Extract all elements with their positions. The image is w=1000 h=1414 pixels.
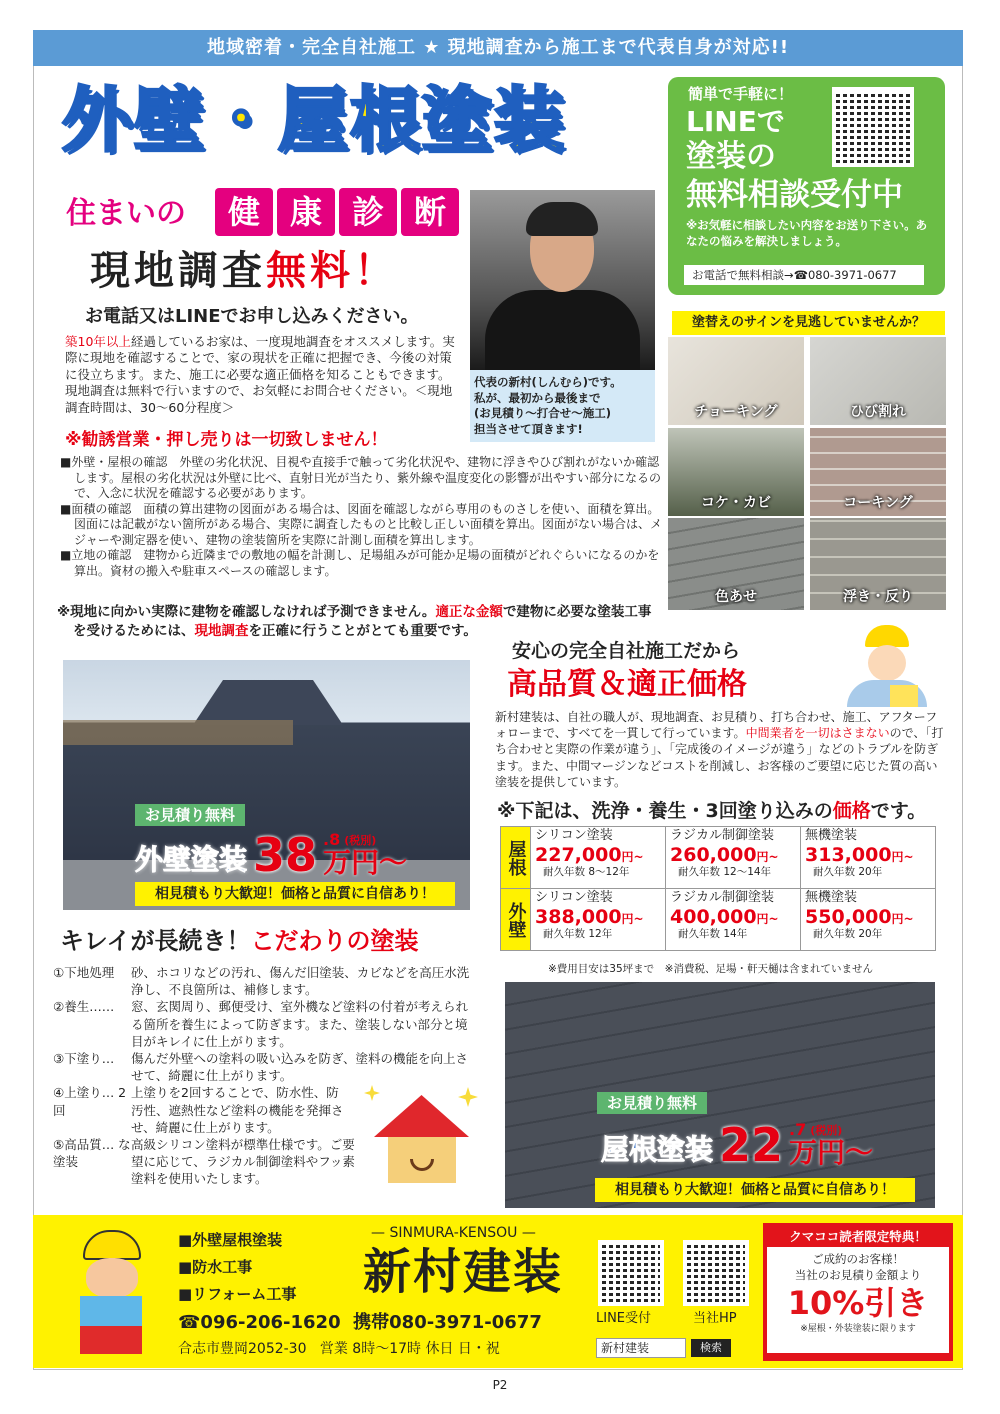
phone-numbers [178, 1312, 542, 1334]
coat-name: シリコン塗装 [535, 890, 613, 905]
address: 合志市豊岡2052-30 [178, 1341, 307, 1357]
health-char: 診 [339, 188, 397, 236]
price-heading [497, 800, 926, 823]
office-phone[interactable]: ☎096-206-1620 [178, 1312, 341, 1333]
survey-importance-note [57, 603, 657, 641]
service-item: ■リフォーム工事 [178, 1285, 297, 1303]
qr-label-hp: 当社HP [693, 1311, 737, 1326]
smiling-house-illustration [364, 1085, 480, 1185]
coat-price: 550,000 [805, 905, 892, 928]
category-roof: 屋根 [501, 827, 531, 889]
table-row [501, 889, 936, 951]
offer-price: 38 [253, 828, 318, 882]
worker-illustration [835, 625, 945, 707]
coat-name: ラジカル制御塗装 [670, 890, 775, 905]
category-wall: 外壁 [501, 889, 531, 951]
health-check-label [215, 188, 459, 236]
step-key: ④上塗り… 2回 [53, 1085, 127, 1118]
coat-name: 無機塗装 [805, 828, 858, 843]
no-sales-warning: ※勧誘営業・押し売りは一切致しません！ [65, 430, 388, 450]
service-item: ■防水工事 [178, 1258, 253, 1276]
step-item [53, 1050, 473, 1084]
coat-price: 388,000 [535, 905, 622, 928]
house-photo [63, 660, 470, 910]
coat-years: 耐久年数 12～14年 [678, 866, 772, 879]
table-row [501, 827, 936, 889]
line-consult-box [668, 77, 945, 295]
offer-bar: 相見積もり大歓迎！価格と品質に自信あり！ [135, 882, 455, 906]
company-name: 新村建装 [363, 1244, 564, 1300]
health-char: 健 [215, 188, 273, 236]
quality-heading: 高品質＆適正価格 [507, 667, 747, 702]
offer-price: 22 [719, 1118, 784, 1172]
coat-name: シリコン塗装 [535, 828, 613, 843]
line-l1: LINEで [686, 105, 785, 138]
offer-decimal: .8 [323, 830, 341, 849]
health-prefix: 住まいの [66, 196, 186, 231]
line-phone[interactable]: お電話で無料相談→☎080-3971-0677 [684, 265, 924, 285]
coat-unit: 円~ [756, 849, 779, 864]
line-qr-code[interactable] [598, 1240, 664, 1306]
check-item: ■外壁・屋根の確認 外壁の劣化状況、目視や直接手で触って劣化状況や、建物に浮きやひび割れがないか確認します。屋根の劣化状況は外壁に比べ、直射日光が当たり、紫外線や温度変化の影響が出やすい部分になるので、入念に状況を確認する必要があります。 [60, 455, 662, 500]
coat-price: 227,000 [535, 843, 622, 866]
coat-years: 耐久年数 20年 [813, 866, 883, 879]
line-l3: 無料相談受付中 [686, 177, 903, 213]
promo-line: ご成約のお客様！ [812, 1252, 904, 1266]
sign-label: チョーキング [694, 404, 778, 420]
line-qr-code[interactable] [832, 87, 914, 167]
step-text: 高級シリコン塗料が標準仕様です。ご要望に応じて、ラジカル制御塗料やフッ素塗料を使用いたします。 [131, 1137, 355, 1187]
sign-photo-fading [668, 518, 804, 610]
sign-label: コーキング [843, 495, 913, 511]
offer-label: 屋根塗装 [601, 1133, 714, 1166]
roof-photo [505, 982, 935, 1208]
representative-caption [470, 370, 655, 442]
step-key: ②養生…… [53, 999, 115, 1015]
quality-text: 新村建装は、自社の職人が、現地調査、お見積り、打ち合わせ、施工、アフターフォローまで、すべてを一貫して行っています。 [495, 710, 938, 741]
coat-unit: 円~ [756, 911, 779, 926]
kirei-heading [60, 926, 419, 956]
estimate-badge: お見積り無料 [135, 804, 245, 826]
offer-tax: (税別) [344, 834, 377, 847]
step-text: 窓、玄関周り、郵便受け、室外機など塗料の付着が考えられる箇所を養生によって防ぎます。また、塗装しない部分と境目がキレイに仕上がります。 [131, 999, 469, 1049]
offer-bar: 相見積もり大歓迎！価格と品質に自信あり！ [595, 1178, 915, 1202]
check-item: ■面積の確認 面積の算出建物の図面がある場合は、図面を確認しながら専用のものさしを使い、面積を算出。図面には記載がない箇所がある場合、実際に調査したものと比較し正しい面積を算出。図面がない場合は、メジャーや測定器を使い、建物の塗装箇所を実際に計測し面積を算出します。 [60, 501, 663, 547]
reader-promo [763, 1223, 953, 1361]
line-small: 簡単で手軽に！ [688, 85, 794, 103]
sign-photo-moss [668, 428, 804, 516]
step-item [53, 998, 473, 1050]
search-input[interactable]: 新村建装 [596, 1338, 686, 1358]
kirei-text: キレイが長続き！ [60, 927, 251, 955]
price-heading-text: です。 [870, 800, 927, 822]
coat-name: ラジカル制御塗装 [670, 828, 775, 843]
step-text: 砂、ホコリなどの汚れ、傷んだ旧塗装、カビなどを高圧水洗浄し、不良箇所は、補修します。 [131, 965, 470, 998]
footer-company-info [33, 1215, 963, 1368]
sign-label: ひび割れ [850, 404, 906, 420]
offer-tax: (税別) [810, 1124, 843, 1137]
top-banner: 地域密着・完全自社施工 ★ 現地調査から施工まで代表自身が対応!! [33, 30, 963, 66]
homepage-qr-code[interactable] [683, 1240, 749, 1306]
kirei-red: こだわりの塗装 [250, 927, 419, 955]
free-text: 無料！ [266, 248, 398, 294]
coat-unit: 円~ [621, 911, 644, 926]
promo-note: ※屋根・外装塗装に限ります [800, 1324, 916, 1334]
price-heading-text: ※下記は、洗浄・養生・3回塗り込みの [497, 800, 833, 822]
coat-price: 260,000 [670, 843, 757, 866]
page-number: P2 [492, 1378, 508, 1392]
step-key: ③下塗り… [53, 1051, 115, 1067]
services-list [178, 1227, 296, 1308]
coat-unit: 円~ [891, 911, 914, 926]
sign-label: 色あせ [715, 589, 757, 605]
survey-text: 現地調査 [90, 248, 266, 294]
business-hours: 営業 8時～17時 休日 日・祝 [319, 1341, 500, 1357]
note-red: 現地調査 [194, 623, 249, 639]
quality-text: ので、「打ち合わせと実際の作業が違う」、「完成後のイメージが違う」などのトラブルを防ぎます。また、中間マージンなどコストを削減し、お客様のご要望に応じた質の高い塗装を提供しています。 [495, 726, 944, 789]
coat-price: 313,000 [805, 843, 892, 866]
service-item: ■外壁屋根塗装 [178, 1231, 283, 1249]
note-text: を正確に行うことがとても重要です。 [248, 623, 477, 639]
note-text: ※現地に向かい実際に建物を確認しなければ予測できません。 [57, 604, 436, 620]
price-cell [801, 827, 936, 889]
offer-unit: 万円～ [323, 846, 408, 879]
price-table [500, 826, 936, 951]
survey-checks [60, 455, 662, 579]
step-item [53, 964, 473, 998]
note-text: で建物に必要な塗装工事を受けるためには、 [73, 604, 652, 639]
price-cell [531, 827, 666, 889]
offer-label: 外壁塗装 [135, 843, 248, 876]
step-key: ⑤高品質… な塗装 [53, 1137, 131, 1170]
price-heading-red: 価格 [832, 800, 871, 822]
wall-price [135, 828, 408, 882]
coat-years: 耐久年数 14年 [678, 928, 748, 941]
roof-price [601, 1118, 874, 1172]
price-cell [801, 889, 936, 951]
price-cell [531, 889, 666, 951]
step-key: ①下地処理 [53, 965, 115, 980]
health-char: 康 [277, 188, 335, 236]
intro-paragraph [65, 334, 457, 416]
coat-name: 無機塗装 [805, 890, 858, 905]
note-red: 適正な金額 [435, 604, 503, 620]
mascot-illustration [68, 1230, 158, 1355]
quality-paragraph [495, 709, 945, 790]
caption-line: 私が、最初から最後まで [474, 390, 601, 405]
signs-heading: 塗替えのサインを見逃していませんか？ [672, 311, 945, 335]
step-text: 傷んだ外壁への塗料の吸い込みを防ぎ、塗料の機能を向上させて、綺麗に仕上がります。 [131, 1051, 469, 1084]
quality-subheading: 安心の完全自社施工だから [512, 640, 741, 662]
sparkle-icon [364, 1085, 380, 1101]
price-cell [666, 889, 801, 951]
intro-text: 経過しているお家は、一度現地調査をオススメします。実際に現地を確認することで、家の現状を正確に把握でき、今後の対策に役立ちます。また、施工に必要な適正価格を知ることもできます。現地調査は無料で行いますので、お気軽にお問合せください。＜現地調査時間は、30～60分程度＞ [65, 334, 455, 415]
caption-line: 担当させて頂きます! [474, 421, 583, 436]
sign-label: 浮き・反り [843, 589, 913, 605]
sign-photo-warping [810, 518, 946, 610]
representative-photo [470, 190, 655, 370]
promo-line: 当社のお見積り金額より [794, 1268, 922, 1282]
qr-label-line: LINE受付 [596, 1311, 652, 1326]
sparkle-icon [458, 1087, 478, 1107]
coat-price: 400,000 [670, 905, 757, 928]
coat-years: 耐久年数 8～12年 [543, 866, 630, 879]
promo-discount: 10%引き [787, 1284, 929, 1322]
search-button[interactable]: 検索 [691, 1339, 731, 1357]
coat-unit: 円~ [891, 849, 914, 864]
quality-text-red: 中間業者を一切はさまない [745, 726, 890, 741]
offer-unit: 万円～ [789, 1136, 874, 1169]
coat-years: 耐久年数 20年 [813, 928, 883, 941]
caption-line: (お見積り～打合せ～施工) [474, 406, 612, 420]
price-note: ※費用目安は35坪まで ※消費税、足場・軒天樋は含まれていません [548, 963, 873, 975]
offer-decimal: .7 [789, 1120, 807, 1139]
coat-unit: 円~ [621, 849, 644, 864]
caption-line: 代表の新村(しんむら)です。 [474, 375, 622, 389]
estimate-badge: お見積り無料 [597, 1092, 707, 1114]
sign-photo-crack [810, 337, 946, 425]
sign-photo-caulking [810, 428, 946, 516]
promo-head: クマココ読者限定特典！ [789, 1229, 927, 1244]
sign-photo-chalking [668, 337, 804, 425]
address-hours [178, 1340, 500, 1358]
line-note: ※お気軽に相談したい内容をお送り下さい。あなたの悩みを解決しましょう。 [686, 218, 928, 248]
sign-label: コケ・カビ [701, 495, 771, 511]
intro-highlight: 築10年以上 [65, 334, 131, 349]
health-char: 断 [401, 188, 459, 236]
free-survey-heading [90, 248, 398, 294]
mobile-phone[interactable]: 携帯080-3971-0677 [353, 1312, 542, 1333]
main-title: 外壁・屋根塗装 [62, 79, 566, 161]
coat-years: 耐久年数 12年 [543, 928, 613, 941]
step-text: 上塗りを2回することで、防水性、防汚性、遮熱性など塗料の機能を発揮させ、綺麗に仕上がります。 [131, 1085, 344, 1135]
company-romaji: — SINMURA-KENSOU — [371, 1225, 536, 1241]
price-cell [666, 827, 801, 889]
apply-text: お電話又はLINEでお申し込みください。 [85, 306, 419, 327]
line-l2: 塗装の [686, 139, 776, 174]
check-item: ■立地の確認 建物から近隣までの敷地の幅を計測し、足場組みが可能か足場の面積がどれぐらいになるのかを算出。資材の搬入や駐車スペースの確認します。 [60, 548, 660, 578]
